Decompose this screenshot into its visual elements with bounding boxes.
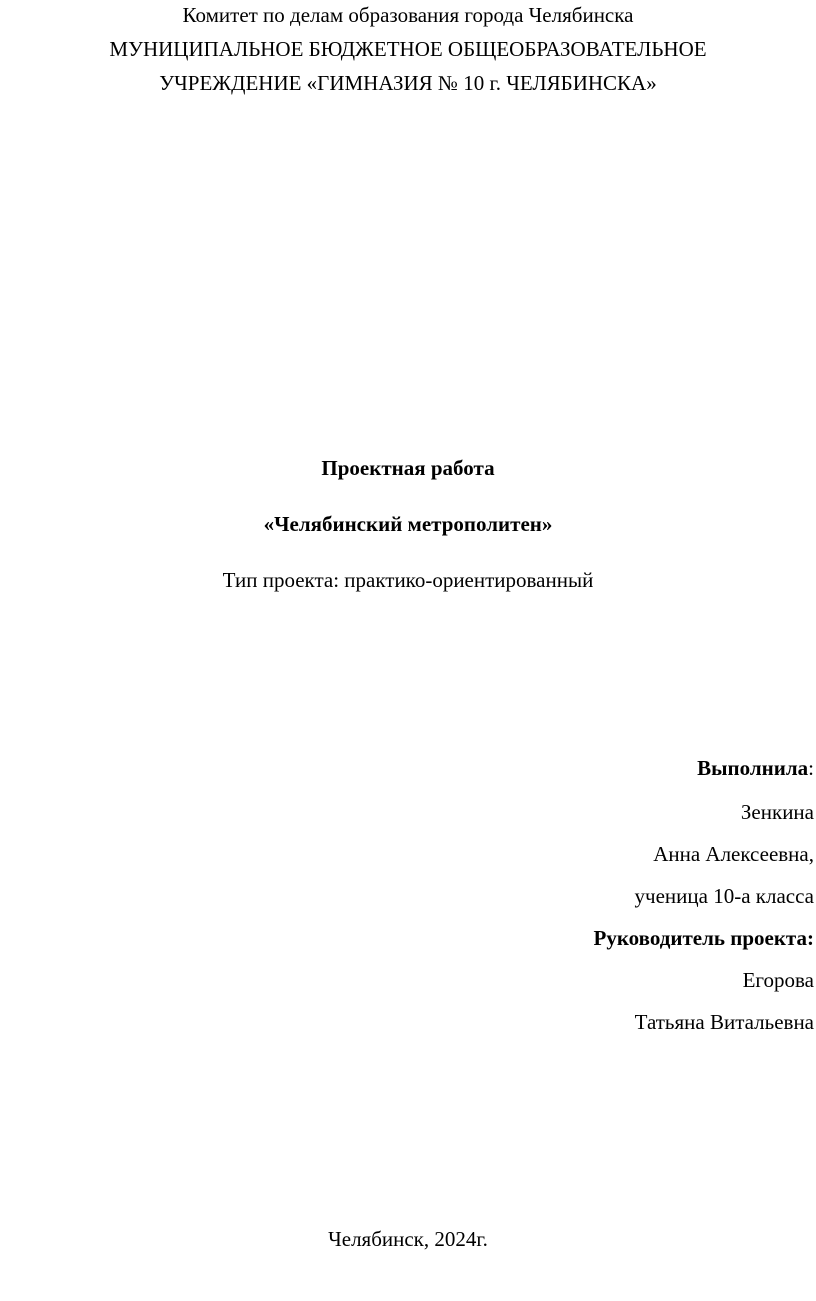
committee-name: Комитет по делам образования города Челябинска	[182, 3, 634, 27]
project-title: «Челябинский метрополитен»	[263, 512, 553, 536]
author-label-colon: :	[808, 756, 814, 780]
supervisor-label: Руководитель проекта:	[593, 926, 814, 950]
document-type: Проектная работа	[321, 456, 495, 480]
author-grade: ученица 10-а класса	[634, 884, 814, 908]
institution-name-line1: МУНИЦИПАЛЬНОЕ БЮДЖЕТНОЕ ОБЩЕОБРАЗОВАТЕЛЬНОЕ	[109, 37, 707, 61]
author-surname: Зенкина	[740, 800, 814, 824]
project-type: Тип проекта: практико-ориентированный	[222, 568, 594, 592]
author-label	[697, 755, 814, 781]
city-year: Челябинск, 2024г.	[328, 1227, 488, 1251]
institution-name-line2: УЧРЕЖДЕНИЕ «ГИМНАЗИЯ № 10 г. ЧЕЛЯБИНСКА»	[159, 71, 657, 95]
author-label-text: Выполнила	[697, 756, 809, 780]
author-given-names: Анна Алексеевна,	[653, 842, 814, 866]
supervisor-given-names: Татьяна Витальевна	[634, 1010, 814, 1034]
supervisor-surname: Егорова	[742, 968, 814, 992]
